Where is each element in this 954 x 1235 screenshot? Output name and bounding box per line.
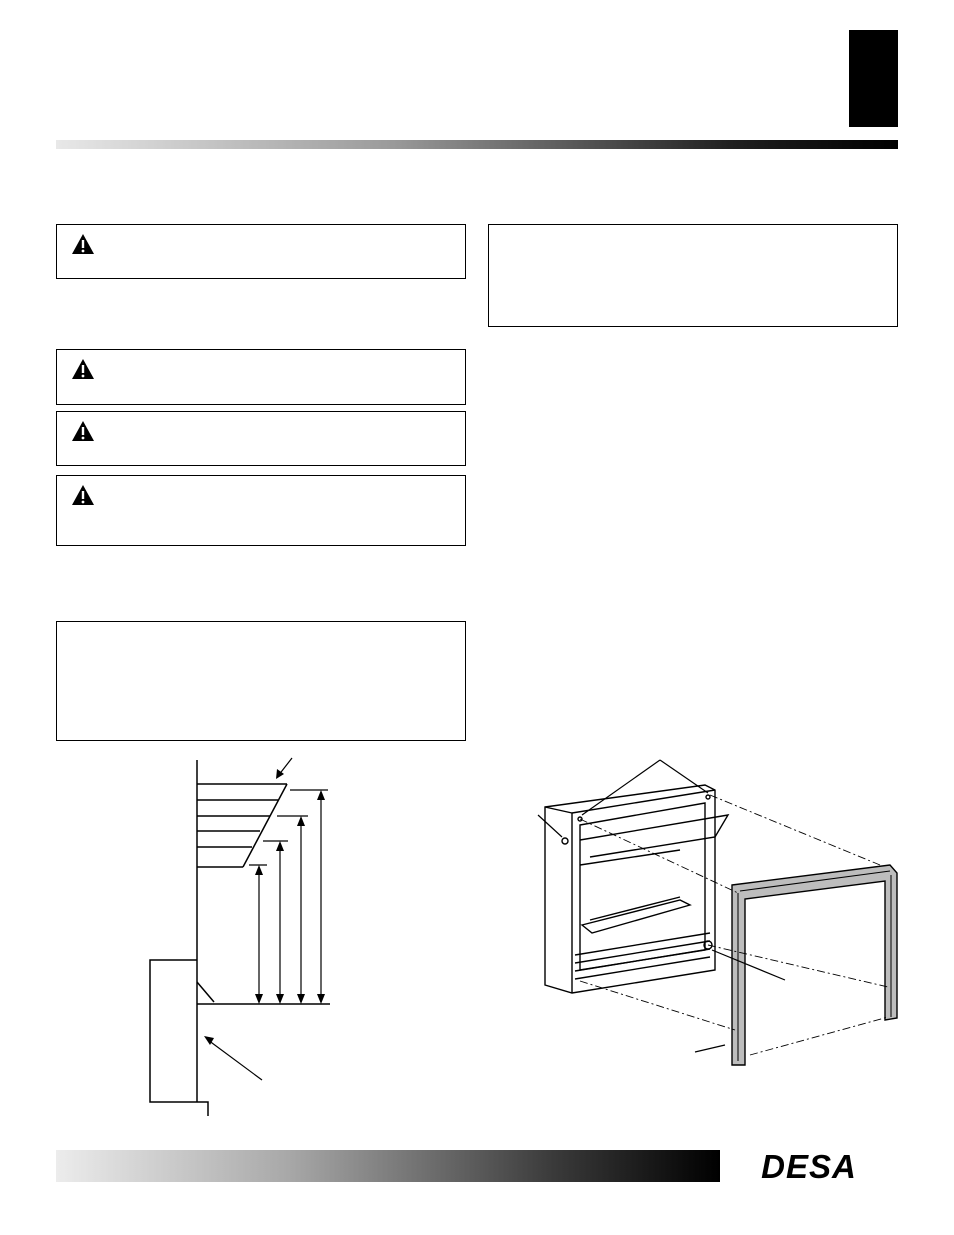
notice-box-left	[56, 621, 466, 741]
warning-box-2	[56, 349, 466, 405]
section-tab-marker	[849, 30, 898, 127]
footer-gradient-rule	[56, 1150, 720, 1182]
warning-box-4	[56, 475, 466, 546]
warning-box-3	[56, 411, 466, 466]
warning-box-1	[56, 224, 466, 279]
warning-triangle-icon	[71, 233, 95, 255]
desa-logo-text: DESA	[761, 1150, 857, 1182]
header-gradient-rule	[56, 140, 898, 149]
warning-triangle-icon	[71, 484, 95, 506]
desa-logo	[720, 1150, 898, 1182]
footer-logo-area	[720, 1150, 898, 1182]
warning-triangle-icon	[71, 358, 95, 380]
mantel-clearance-diagram	[130, 750, 360, 1130]
trim-frame-installation-illustration	[520, 755, 910, 1075]
notice-box-right	[488, 224, 898, 327]
warning-triangle-icon	[71, 420, 95, 442]
